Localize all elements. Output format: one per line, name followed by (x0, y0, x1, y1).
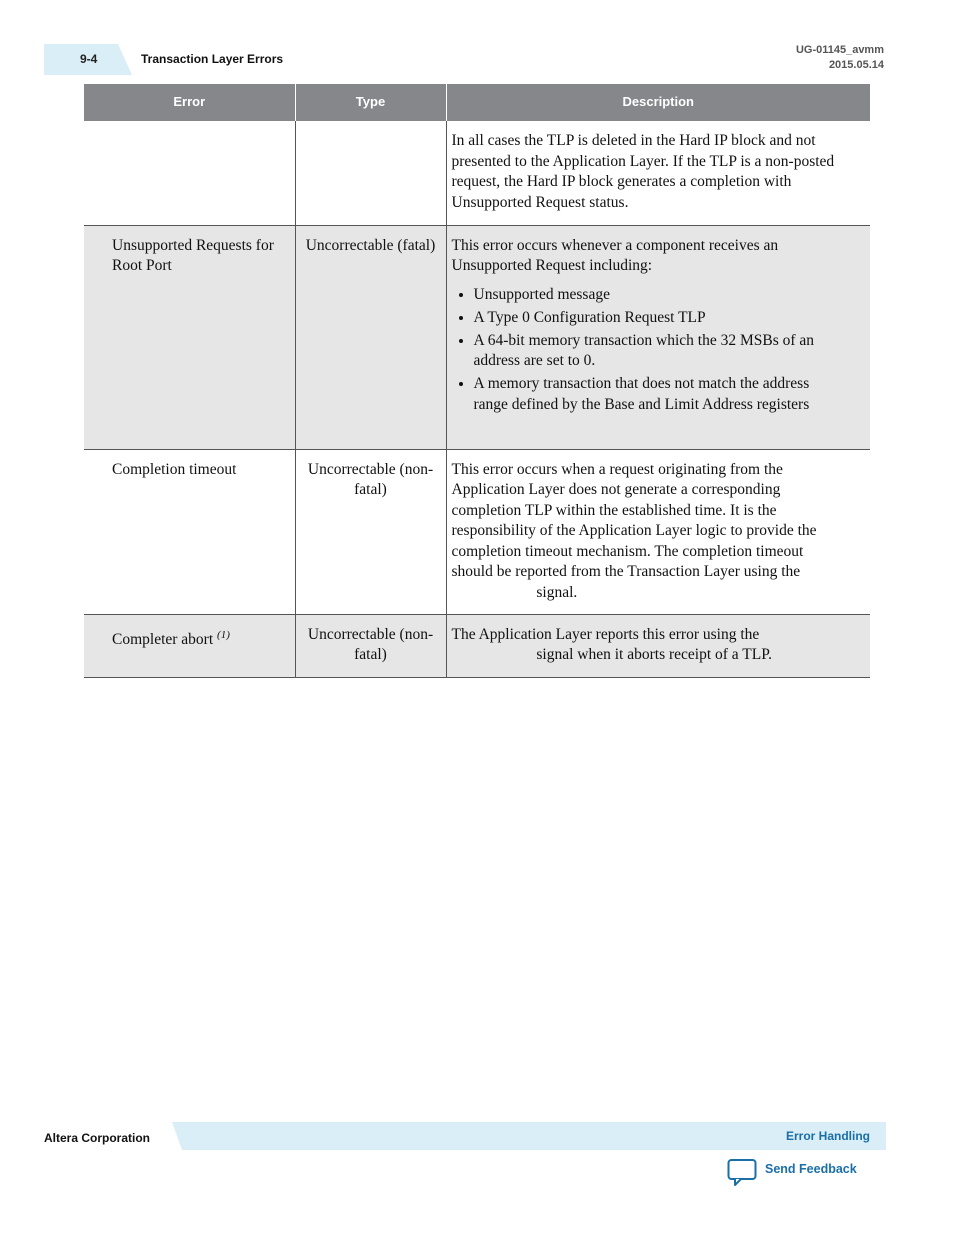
column-header-description: Description (446, 84, 870, 121)
table-row (84, 449, 870, 614)
description-cell (446, 614, 870, 677)
page-number: 9-4 (80, 52, 98, 66)
signal-name: cpl_err[2] (451, 649, 533, 665)
type-cell: Uncorrectable (non-fatal) (295, 449, 446, 614)
error-cell: Completion timeout (84, 449, 295, 614)
feedback-speech-bubble-icon (727, 1158, 759, 1188)
error-cell (84, 614, 295, 677)
description-text: This error occurs when a request originating from the Application Layer does not generate a corresponding completion TLP within the established time. It is the responsibility of the Application Layer logic to provide the completion timeout mechanism. The completion timeout should be reported from the Transaction Layer using the (451, 460, 817, 581)
description-text-end: signal. (536, 584, 578, 602)
type-cell (295, 121, 446, 225)
table-row (84, 614, 870, 677)
doc-id: UG-01145_avmm (795, 44, 884, 56)
send-feedback-label[interactable]: Send Feedback (765, 1162, 857, 1176)
section-title: Transaction Layer Errors (141, 52, 284, 66)
description-text: This error occurs whenever a component receives an Unsupported Request including: (451, 236, 779, 275)
signal-name: cpl_err[0] (451, 587, 533, 603)
column-header-error: Error (84, 84, 295, 121)
description-cell (446, 449, 870, 614)
footer-band (172, 1122, 886, 1150)
bullet-list (452, 285, 845, 416)
description-text: The Application Layer reports this error using the (451, 625, 760, 643)
company-name: Altera Corporation (44, 1131, 151, 1145)
bullet-item: • Unsupported message (474, 285, 845, 306)
bullet-item: • A Type 0 Configuration Request TLP (474, 308, 845, 329)
doc-date: 2015.05.14 (828, 59, 884, 71)
error-name: Completer abort (112, 630, 214, 648)
description-cell: In all cases the TLP is deleted in the Hard IP block and not presented to the Application Layer. If the TLP is a non-posted request, the Hard IP block generates a completion with Unsupported Request status. (446, 121, 870, 225)
transaction-layer-errors-table (84, 84, 870, 678)
bullet-item: • A 64-bit memory transaction which the 32 MSBs of an address are set to 0. (474, 331, 845, 372)
error-cell: Unsupported Requests for Root Port (84, 225, 295, 449)
description-text-end: signal when it aborts receipt of a TLP. (536, 646, 772, 664)
footer-band-shape (172, 1122, 886, 1150)
send-feedback-link[interactable] (727, 1158, 867, 1188)
description-cell (446, 225, 870, 449)
error-cell (84, 121, 295, 225)
chapter-link[interactable]: Error Handling (785, 1129, 870, 1143)
document-identifier (796, 43, 884, 73)
bullet-item: • A memory transaction that does not match the address range defined by the Base and Limit Address registers (474, 374, 845, 415)
table-header-row (84, 84, 870, 121)
table-row (84, 121, 870, 225)
page-number-tab (44, 44, 132, 75)
type-cell: Uncorrectable (fatal) (295, 225, 446, 449)
column-header-type: Type (295, 84, 446, 121)
table-row (84, 225, 870, 449)
type-cell: Uncorrectable (non-fatal) (295, 614, 446, 677)
footnote-marker[interactable]: (1) (217, 628, 230, 641)
